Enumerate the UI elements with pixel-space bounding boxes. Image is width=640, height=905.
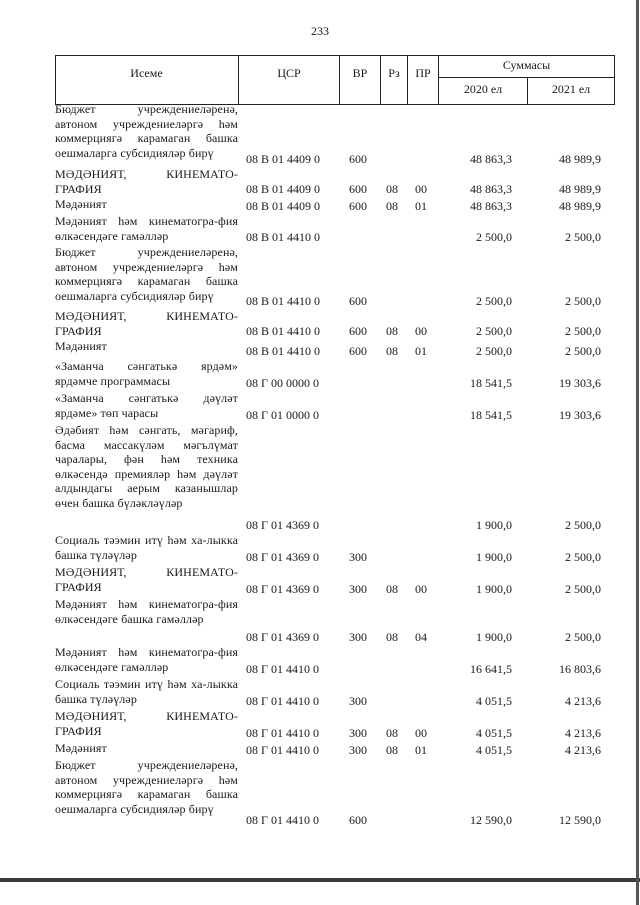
table-row [55,677,615,709]
row-2021: 2 500,0 [565,517,601,532]
row-csr: 08 Г 01 4410 0 [246,661,319,676]
row-2020: 1 900,0 [476,517,512,532]
table-row [55,214,615,245]
row-vr: 600 [349,198,367,213]
header-top-border [55,55,615,56]
row-pr: 01 [415,742,427,757]
row-csr: 08 В 01 4409 0 [246,151,321,166]
col-header-2020: 2020 ел [463,82,503,96]
row-2020: 18 541,5 [470,375,512,390]
scan-edge-right [636,0,639,905]
row-name: Мәдәният һәм кинематогра-фия өлкәсендәге гамәлләр [55,645,238,674]
table-row [55,359,615,391]
table-row [55,309,615,339]
row-vr: 600 [349,323,367,338]
row-rz: 08 [386,181,398,196]
row-vr: 600 [349,812,367,827]
row-rz: 08 [386,742,398,757]
row-name: Мәдәният һәм кинематогра-фия өлкәсендәге гамәлләр [55,214,238,243]
row-rz: 08 [386,343,398,358]
table-row [55,102,615,167]
row-csr: 08 Г 01 4369 0 [246,517,319,532]
row-rz: 08 [386,198,398,213]
row-csr: 08 В 01 4409 0 [246,181,321,196]
row-vr: 300 [349,581,367,596]
table-row [55,423,615,533]
row-name: Мәдәният [55,339,107,353]
table-row [55,758,615,828]
row-csr: 08 Г 01 4410 0 [246,742,319,757]
row-csr: 08 Г 01 0000 0 [246,407,319,422]
row-2021: 2 500,0 [565,343,601,358]
table-row [55,597,615,645]
row-name: МӘДӘНИЯТ, КИНЕМАТО-ГРАФИЯ [55,565,238,594]
header-right-border [614,55,615,105]
row-csr: 08 Г 01 4369 0 [246,549,319,564]
row-csr: 08 Г 01 4369 0 [246,581,319,596]
row-2020: 1 900,0 [476,549,512,564]
row-name: Бюджет учреждениеләренә, автоном учреждениеләргә һәм коммерциягә карамаган башка оешмаларга субсидияләр бирү [55,758,238,816]
row-name: МӘДӘНИЯТ, КИНЕМАТО-ГРАФИЯ [55,167,238,196]
row-vr: 300 [349,629,367,644]
row-vr: 300 [349,549,367,564]
row-2020: 1 900,0 [476,629,512,644]
table-row [55,197,615,214]
row-2020: 48 863,3 [470,151,512,166]
row-2021: 2 500,0 [565,549,601,564]
row-vr: 600 [349,343,367,358]
row-name: Социаль тәэмин итү һәм ха-лыкка башка түләүләр [55,533,238,562]
row-csr: 08 В 01 4410 0 [246,343,321,358]
row-rz: 08 [386,725,398,740]
row-csr: 08 В 01 4410 0 [246,293,321,308]
row-2020: 2 500,0 [476,229,512,244]
row-2021: 48 989,9 [559,198,601,213]
row-rz: 08 [386,323,398,338]
row-name: «Заманча сәнгатькә дәүләт ярдәме» төп чарасы [55,391,238,420]
table-row [55,565,615,597]
row-2020: 2 500,0 [476,343,512,358]
table-row [55,391,615,423]
row-2021: 48 989,9 [559,151,601,166]
row-pr: 01 [415,343,427,358]
row-2021: 48 989,9 [559,181,601,196]
row-name: Бюджет учреждениеләренә, автоном учреждениеләргә һәм коммерциягә карамаган башка оешмаларга субсидияләр бирү [55,245,238,303]
col-header-name: Исеме [130,66,163,80]
row-vr: 600 [349,293,367,308]
row-name: Мәдәният һәм кинематогра-фия өлкәсендәге башка гамәлләр [55,597,238,626]
row-2021: 12 590,0 [559,812,601,827]
row-2021: 2 500,0 [565,229,601,244]
row-rz: 08 [386,581,398,596]
row-2021: 2 500,0 [565,581,601,596]
row-2020: 4 051,5 [476,693,512,708]
row-name: МӘДӘНИЯТ, КИНЕМАТО-ГРАФИЯ [55,309,238,338]
row-csr: 08 Г 01 4369 0 [246,629,319,644]
col-header-rz: Рз [388,66,400,80]
row-rz: 08 [386,629,398,644]
row-name: Бюджет учреждениеләренә, автоном учреждениеләргә һәм коммерциягә карамаган башка оешмаларга субсидияләр бирү [55,102,238,160]
table-row [55,645,615,677]
row-pr: 00 [415,581,427,596]
row-vr: 600 [349,181,367,196]
col-header-csr: ЦСР [277,66,301,80]
row-2021: 4 213,6 [565,742,601,757]
row-csr: 08 Г 01 4410 0 [246,725,319,740]
row-csr: 08 В 01 4409 0 [246,198,321,213]
row-pr: 00 [415,725,427,740]
row-2020: 48 863,3 [470,181,512,196]
row-name: МӘДӘНИЯТ, КИНЕМАТО-ГРАФИЯ [55,709,238,738]
table-row [55,533,615,565]
row-2021: 2 500,0 [565,293,601,308]
table-row [55,709,615,741]
row-vr: 300 [349,742,367,757]
table-row [55,245,615,309]
page-number: 233 [311,24,329,38]
row-2020: 2 500,0 [476,323,512,338]
row-pr: 00 [415,323,427,338]
row-2021: 2 500,0 [565,629,601,644]
table-row [55,741,615,758]
row-2020: 2 500,0 [476,293,512,308]
row-vr: 300 [349,693,367,708]
row-name: Әдәбият һәм сәнгать, мәгариф, басма массакүләм мәгълүмат чаралары, фән һәм техника өлкәсендә премияләр һәм дәүләт алдындагы аерым казанышлар өчен башка бүләкләүләр [55,423,238,510]
row-vr: 300 [349,725,367,740]
row-2021: 4 213,6 [565,693,601,708]
row-2021: 2 500,0 [565,323,601,338]
table-header [55,55,615,105]
col-header-pr: ПР [415,66,431,80]
row-csr: 08 Г 01 4410 0 [246,812,319,827]
row-csr: 08 Г 00 0000 0 [246,375,319,390]
row-name: Мәдәният [55,741,107,755]
row-name: Мәдәният [55,197,107,211]
table-row [55,167,615,197]
row-vr: 600 [349,151,367,166]
col-header-2021: 2021 ел [551,82,591,96]
row-pr: 01 [415,198,427,213]
scan-edge-bottom [0,878,640,882]
row-csr: 08 Г 01 4410 0 [246,693,319,708]
row-2020: 1 900,0 [476,581,512,596]
row-2021: 19 303,6 [559,375,601,390]
row-2020: 18 541,5 [470,407,512,422]
row-2020: 16 641,5 [470,661,512,676]
row-pr: 00 [415,181,427,196]
col-header-sums: Суммасы [502,58,551,72]
row-pr: 04 [415,629,427,644]
row-2021: 16 803,6 [559,661,601,676]
row-2020: 12 590,0 [470,812,512,827]
row-csr: 08 В 01 4410 0 [246,323,321,338]
row-name: «Заманча сәнгатькә ярдәм» ярдәмче программасы [55,359,238,388]
table-row [55,339,615,359]
budget-rows [55,102,615,828]
row-2020: 4 051,5 [476,725,512,740]
row-2020: 4 051,5 [476,742,512,757]
row-csr: 08 В 01 4410 0 [246,229,321,244]
row-2020: 48 863,3 [470,198,512,213]
row-name: Социаль тәэмин итү һәм ха-лыкка башка түләүләр [55,677,238,706]
col-header-vr: ВР [352,66,368,80]
row-2021: 4 213,6 [565,725,601,740]
row-2021: 19 303,6 [559,407,601,422]
